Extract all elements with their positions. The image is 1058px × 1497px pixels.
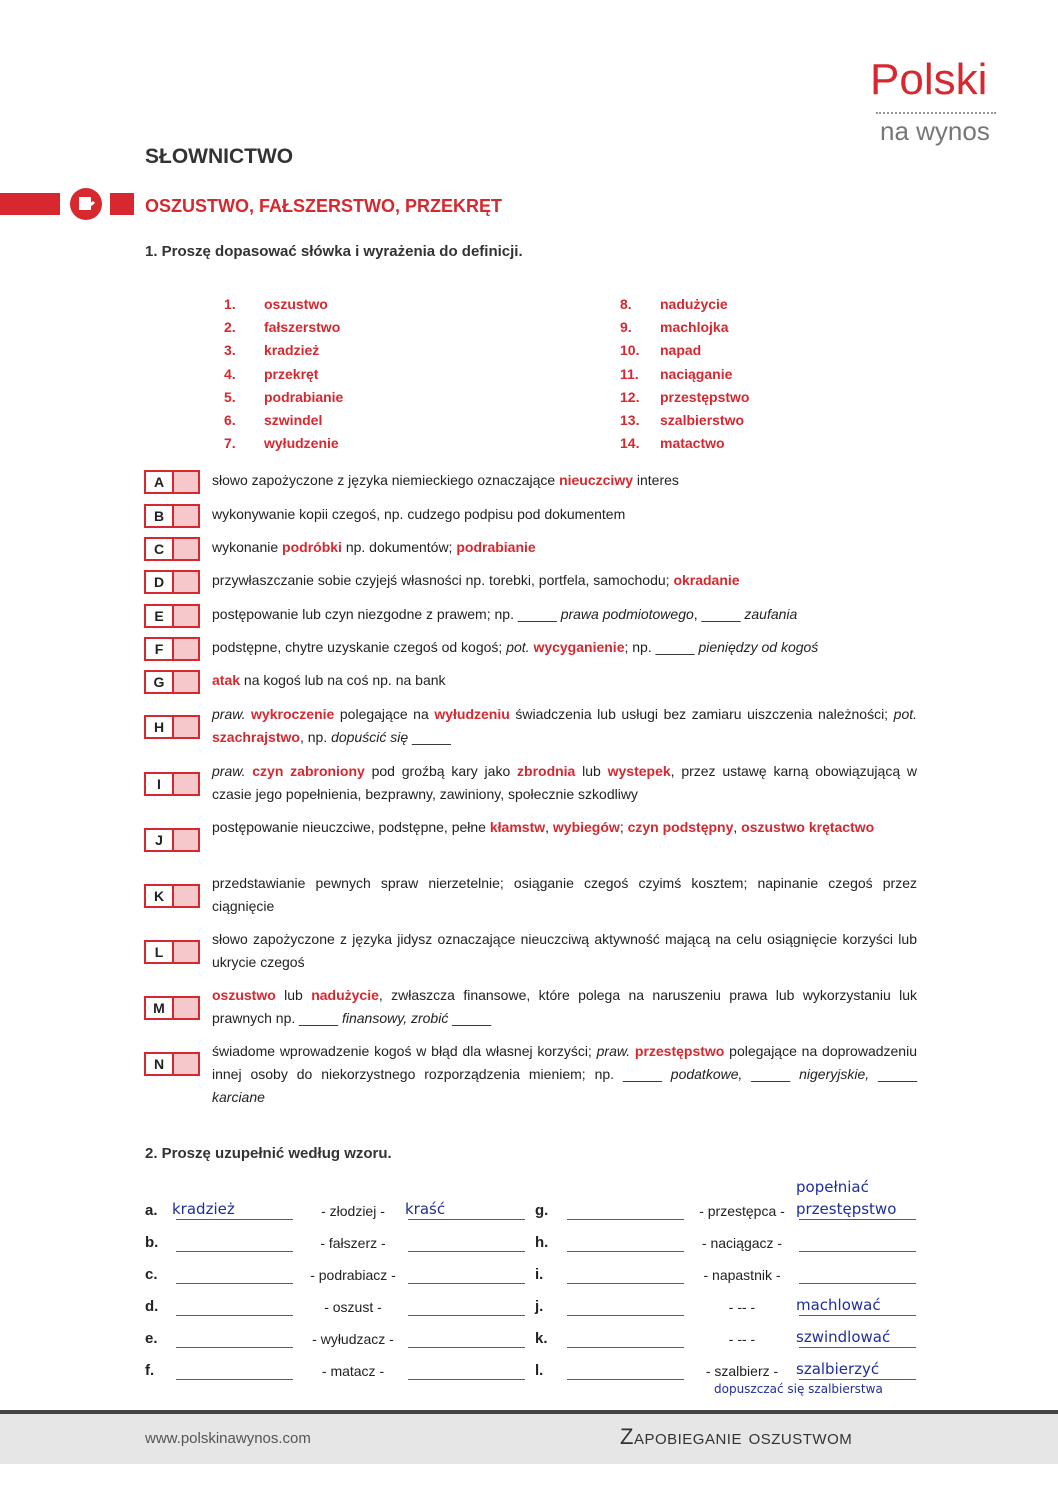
word-item: nadużycie: [660, 296, 728, 312]
answer-box[interactable]: [144, 884, 200, 908]
agent-text: przestępca: [707, 1203, 777, 1219]
dash: -: [312, 1331, 321, 1347]
logo-divider: [876, 112, 996, 114]
dash: -: [310, 1267, 319, 1283]
dash: -: [321, 1363, 331, 1379]
agent-noun: [300, 1203, 406, 1219]
text-run: wykonywanie kopii czegoś, np. cudzego podpisu pod dokumentem: [212, 506, 626, 522]
definition-text: [212, 536, 917, 559]
logo-title: Polski: [870, 55, 988, 104]
italic-text: karciane: [212, 1089, 265, 1105]
word-item: machlojka: [660, 319, 729, 336]
answer-box[interactable]: [144, 504, 200, 528]
highlight-term: podróbki: [282, 539, 342, 555]
dash: -: [773, 1235, 783, 1251]
noun-blank[interactable]: [176, 1299, 293, 1316]
footer-title: Zapobieganie oszustwom: [620, 1424, 853, 1449]
row-label: f.: [145, 1362, 155, 1379]
definition-text: [212, 569, 917, 592]
answer-letter: H: [146, 717, 174, 737]
word-item: podrabianie: [264, 388, 344, 405]
answer-letter: K: [146, 886, 174, 906]
dash: -: [776, 1203, 785, 1219]
handwritten-answer: szwindlować: [796, 1328, 891, 1346]
dash: -: [377, 1235, 386, 1251]
dash: -: [769, 1363, 779, 1379]
text-run: postępowanie lub czyn niezgodne z prawem; np. _____: [212, 606, 561, 622]
highlight-term: wycyganienie: [533, 639, 625, 655]
text-run: na kogoś lub na coś np. na bank: [240, 672, 446, 688]
definition-text: [212, 669, 917, 692]
highlight-term: wykroczenie: [251, 706, 335, 722]
highlight-term: szachrajstwo: [212, 729, 300, 745]
definition-text: [212, 469, 917, 492]
verb-blank[interactable]: [408, 1235, 525, 1252]
answer-letter: C: [146, 539, 174, 559]
word-item: oszustwo: [264, 296, 328, 312]
italic-text: dopuścić się: [331, 729, 409, 745]
answer-input[interactable]: [174, 1054, 198, 1074]
word-number: 13.: [620, 412, 640, 428]
dash: -: [703, 1267, 713, 1283]
italic-text: nigeryjskie,: [799, 1066, 870, 1082]
verb-blank[interactable]: [799, 1267, 916, 1284]
noun-blank[interactable]: [567, 1331, 684, 1348]
handwritten-note: dopuszczać się szalbierstwa: [714, 1382, 883, 1396]
word-item: przekręt: [264, 365, 319, 382]
answer-letter: D: [146, 572, 174, 592]
word-item: naciąganie: [660, 365, 733, 382]
answer-input[interactable]: [174, 942, 198, 962]
verb-blank[interactable]: [408, 1267, 525, 1284]
answer-box[interactable]: [144, 772, 200, 796]
row-label: e.: [145, 1330, 158, 1347]
text-run: _____: [448, 1010, 492, 1026]
row-label: k.: [535, 1330, 548, 1347]
italic-text: finansowy, zrobić: [341, 1010, 449, 1026]
row-label: j.: [535, 1298, 544, 1315]
verb-blank[interactable]: [408, 1363, 525, 1380]
answer-input[interactable]: [174, 472, 198, 492]
highlight-term: atak: [212, 672, 241, 688]
word-number: 3.: [224, 342, 236, 359]
answer-box[interactable]: [144, 470, 200, 494]
highlight-term: nieuczciwy: [559, 472, 633, 488]
text-run: świadczenia lub usługi bez zamiaru uiszczenia należności;: [509, 706, 894, 722]
row-label: l.: [535, 1362, 544, 1379]
italic-text: zaufania: [744, 606, 798, 622]
noun-blank[interactable]: [567, 1203, 684, 1220]
agent-text: oszust: [332, 1299, 374, 1315]
row-label: d.: [145, 1298, 159, 1315]
dash: -: [728, 1331, 738, 1347]
text-run: interes: [633, 472, 679, 488]
agent-noun: [300, 1331, 406, 1347]
italic-text: podatkowe,: [670, 1066, 743, 1082]
dash: -: [385, 1331, 394, 1347]
highlight-term: wystepek: [607, 763, 671, 779]
definition-text: [212, 816, 917, 839]
text-run: świadome wprowadzenie kogoś w błąd dla własnej korzyści;: [212, 1043, 597, 1059]
word-number: 11.: [620, 365, 639, 382]
answer-input[interactable]: [174, 606, 198, 626]
definition-text: [212, 603, 917, 626]
text-run: , np.: [299, 729, 332, 745]
answer-input[interactable]: [174, 830, 198, 850]
row-label: a.: [145, 1202, 158, 1219]
row-label: g.: [535, 1202, 549, 1219]
answer-box[interactable]: [144, 715, 200, 739]
agent-text: wyłudzacz: [320, 1331, 386, 1347]
text-run: _____: [869, 1066, 917, 1082]
row-label: i.: [535, 1266, 544, 1283]
noun-blank[interactable]: [567, 1299, 684, 1316]
text-run: , zwłaszcza finansowe, które polega na naruszeniu prawa lub wykorzystaniu luk prawnych np. _____: [212, 987, 917, 1026]
dash: -: [705, 1363, 715, 1379]
definition-text: [212, 984, 917, 1030]
text-run: polegające na: [334, 706, 435, 722]
highlight-term: kłamstw: [489, 819, 546, 835]
word-number: 7.: [224, 435, 236, 452]
definition-text: [212, 1040, 917, 1109]
text-run: wykonanie: [212, 539, 283, 555]
answer-input[interactable]: [174, 886, 198, 906]
task1-title: 1. Proszę dopasować słówka i wyrażenia do definicji.: [145, 243, 523, 260]
noun-blank[interactable]: [176, 1331, 293, 1348]
agent-text: podrabiacz: [318, 1267, 388, 1283]
text-run: , _____: [693, 606, 745, 622]
answer-input[interactable]: [174, 572, 198, 592]
agent-noun: [688, 1363, 796, 1379]
agent-noun: [688, 1267, 796, 1283]
agent-noun: [300, 1363, 406, 1379]
text-run: słowo zapożyczone z języka niemieckiego oznaczające: [212, 472, 560, 488]
highlight-term: oszustwo: [212, 987, 276, 1003]
definition-text: [212, 636, 917, 659]
word-item: szalbierstwo: [660, 412, 745, 428]
noun-blank[interactable]: [567, 1235, 684, 1252]
agent-noun: [688, 1235, 796, 1251]
dash: -: [771, 1267, 781, 1283]
row-label: h.: [535, 1234, 549, 1251]
text-run: postępowanie nieuczciwe, podstępne, pełne: [212, 819, 490, 835]
word-item: przestępstwo: [660, 388, 750, 405]
answer-letter: E: [146, 606, 174, 626]
text-run: przedstawianie pewnych spraw nierzetelnie; osiąganie czegoś czyimś kosztem; napinanie czegoś przez ciągnięcie: [212, 875, 917, 914]
word-item: kradzież: [264, 342, 320, 359]
highlight-term: czyn zabroniony: [252, 763, 365, 779]
topic-icon: [70, 188, 102, 220]
answer-box[interactable]: [144, 537, 200, 561]
italic-text: prawa podmiotowego: [560, 606, 694, 622]
word-number: 6.: [224, 412, 236, 428]
answer-box[interactable]: [144, 1052, 200, 1076]
dash: -: [376, 1203, 385, 1219]
noun-blank[interactable]: [176, 1363, 293, 1380]
handwritten-answer: kraść: [405, 1200, 446, 1218]
word-item: matactwo: [660, 435, 725, 452]
dash: -: [746, 1331, 756, 1347]
agent-text: szalbierz: [714, 1363, 770, 1379]
agent-text: --: [737, 1299, 747, 1315]
word-item: szwindel: [264, 412, 323, 428]
highlight-term: zbrodnia: [517, 763, 576, 779]
italic-text: praw.: [212, 706, 246, 722]
agent-text: fałszerz: [328, 1235, 378, 1251]
handwritten-note: popełniać: [796, 1178, 869, 1196]
italic-text: pieniędzy od kogoś: [698, 639, 819, 655]
dash: -: [321, 1203, 330, 1219]
text-run: lub: [275, 987, 312, 1003]
agent-noun: [688, 1299, 796, 1315]
agent-noun: [688, 1203, 796, 1219]
answer-letter: A: [146, 472, 174, 492]
answer-input[interactable]: [174, 998, 198, 1018]
italic-text: praw.: [212, 763, 246, 779]
agent-text: matacz: [330, 1363, 376, 1379]
answer-box[interactable]: [144, 996, 200, 1020]
agent-text: --: [737, 1331, 747, 1347]
dash: -: [373, 1299, 382, 1315]
text-run: ,: [545, 819, 553, 835]
agent-noun: [300, 1235, 406, 1251]
answer-input[interactable]: [174, 774, 198, 794]
definition-text: [212, 703, 917, 749]
topic-title: OSZUSTWO, FAŁSZERSTWO, PRZEKRĘT: [145, 196, 502, 216]
word-item: wyłudzenie: [264, 435, 339, 452]
highlight-term: wyłudzeniu: [434, 706, 510, 722]
text-run: pod groźbą kary jako: [364, 763, 518, 779]
answer-letter: I: [146, 774, 174, 794]
word-item: fałszerstwo: [264, 319, 341, 336]
task2-title: 2. Proszę uzupełnić według wzoru.: [145, 1145, 392, 1162]
answer-letter: B: [146, 506, 174, 526]
definition-text: [212, 928, 917, 974]
text-run: _____: [742, 1066, 800, 1082]
answer-letter: N: [146, 1054, 174, 1074]
dash: -: [746, 1299, 756, 1315]
noun-blank[interactable]: [567, 1363, 684, 1380]
dash: -: [375, 1363, 385, 1379]
agent-text: naciągacz: [710, 1235, 774, 1251]
row-label: b.: [145, 1234, 159, 1251]
italic-text: pot.: [893, 706, 918, 722]
text-run: , przez ustawę karną obowiązującą w czasie jego popełnienia, bezprawny, zawiniony, społecznie szkodliwy: [212, 763, 917, 802]
highlight-term: nadużycie: [311, 987, 379, 1003]
definition-text: [212, 872, 917, 918]
answer-box[interactable]: [144, 670, 200, 694]
text-run: ;: [619, 819, 628, 835]
agent-text: złodziej: [329, 1203, 377, 1219]
highlight-term: oszustwo krętactwo: [741, 819, 875, 835]
italic-text: praw.: [596, 1043, 631, 1059]
text-run: lub: [575, 763, 608, 779]
dash: -: [699, 1203, 708, 1219]
logo-subtitle: na wynos: [880, 116, 990, 146]
text-run: polegające na doprowadzeniu innej osoby do niekorzystnego rozporządzenia mieniem; np. _____: [212, 1043, 917, 1082]
word-number: 14.: [620, 435, 640, 452]
answer-box[interactable]: [144, 604, 200, 628]
agent-text: napastnik: [712, 1267, 772, 1283]
handwritten-answer: kradzież: [172, 1200, 235, 1218]
noun-blank[interactable]: [176, 1267, 293, 1284]
italic-text: pot.: [506, 639, 530, 655]
word-number: 9.: [620, 319, 632, 336]
word-number: 5.: [224, 388, 236, 405]
handwritten-answer: przestępstwo: [796, 1200, 897, 1218]
highlight-term: wybiegów: [552, 819, 620, 835]
noun-blank[interactable]: [567, 1267, 684, 1284]
text-run: ,: [733, 819, 742, 835]
dash: -: [728, 1299, 738, 1315]
answer-letter: J: [146, 830, 174, 850]
text-run: przywłaszczanie sobie czyjejś własności np. torebki, portfela, samochodu;: [212, 572, 674, 588]
dash: -: [387, 1267, 396, 1283]
verb-blank[interactable]: [408, 1331, 525, 1348]
agent-noun: [688, 1331, 796, 1347]
answer-input[interactable]: [174, 639, 198, 659]
dash: -: [324, 1299, 333, 1315]
answer-letter: G: [146, 672, 174, 692]
highlight-term: podrabianie: [456, 539, 536, 555]
noun-blank[interactable]: [176, 1235, 293, 1252]
answer-box[interactable]: [144, 570, 200, 594]
handwritten-answer: szalbierzyć: [796, 1360, 880, 1378]
text-run: podstępne, chytre uzyskanie czegoś od kogoś;: [212, 639, 507, 655]
word-number: 8.: [620, 296, 632, 312]
answer-input[interactable]: [174, 506, 198, 526]
answer-letter: F: [146, 639, 174, 659]
verb-blank[interactable]: [799, 1235, 916, 1252]
highlight-term: przestępstwo: [634, 1043, 725, 1059]
highlight-term: okradanie: [673, 572, 740, 588]
text-run: _____: [408, 729, 451, 745]
word-number: 12.: [620, 388, 640, 405]
footer-url[interactable]: www.polskinawynos.com: [145, 1430, 311, 1447]
text-run: np. dokumentów;: [341, 539, 457, 555]
section-title: SŁOWNICTWO: [145, 145, 294, 168]
agent-noun: [300, 1299, 406, 1315]
word-number: 1.: [224, 296, 236, 312]
word-number: 2.: [224, 319, 236, 336]
answer-box[interactable]: [144, 940, 200, 964]
answer-letter: M: [146, 998, 174, 1018]
highlight-term: czyn podstępny: [627, 819, 734, 835]
answer-input[interactable]: [174, 717, 198, 737]
word-number: 4.: [224, 365, 236, 382]
answer-letter: L: [146, 942, 174, 962]
word-item: napad: [660, 342, 702, 359]
word-number: 10.: [620, 342, 640, 359]
dash: -: [701, 1235, 711, 1251]
answer-box[interactable]: [144, 637, 200, 661]
agent-noun: [300, 1267, 406, 1283]
text-run: ; np. _____: [624, 639, 699, 655]
handwritten-answer: machlować: [796, 1296, 881, 1314]
row-label: c.: [145, 1266, 158, 1283]
text-run: słowo zapożyczone z języka jidysz oznaczające nieuczciwą aktywność mającą na celu osiągnięcie korzyści lub ukrycie czegoś: [212, 931, 917, 970]
definition-text: [212, 760, 917, 806]
answer-input[interactable]: [174, 539, 198, 559]
verb-blank[interactable]: [408, 1299, 525, 1316]
definition-text: [212, 503, 917, 526]
dash: -: [320, 1235, 329, 1251]
answer-input[interactable]: [174, 672, 198, 692]
topic-bar: [0, 193, 60, 215]
answer-box[interactable]: [144, 828, 200, 852]
topic-bar-small: [110, 193, 134, 215]
